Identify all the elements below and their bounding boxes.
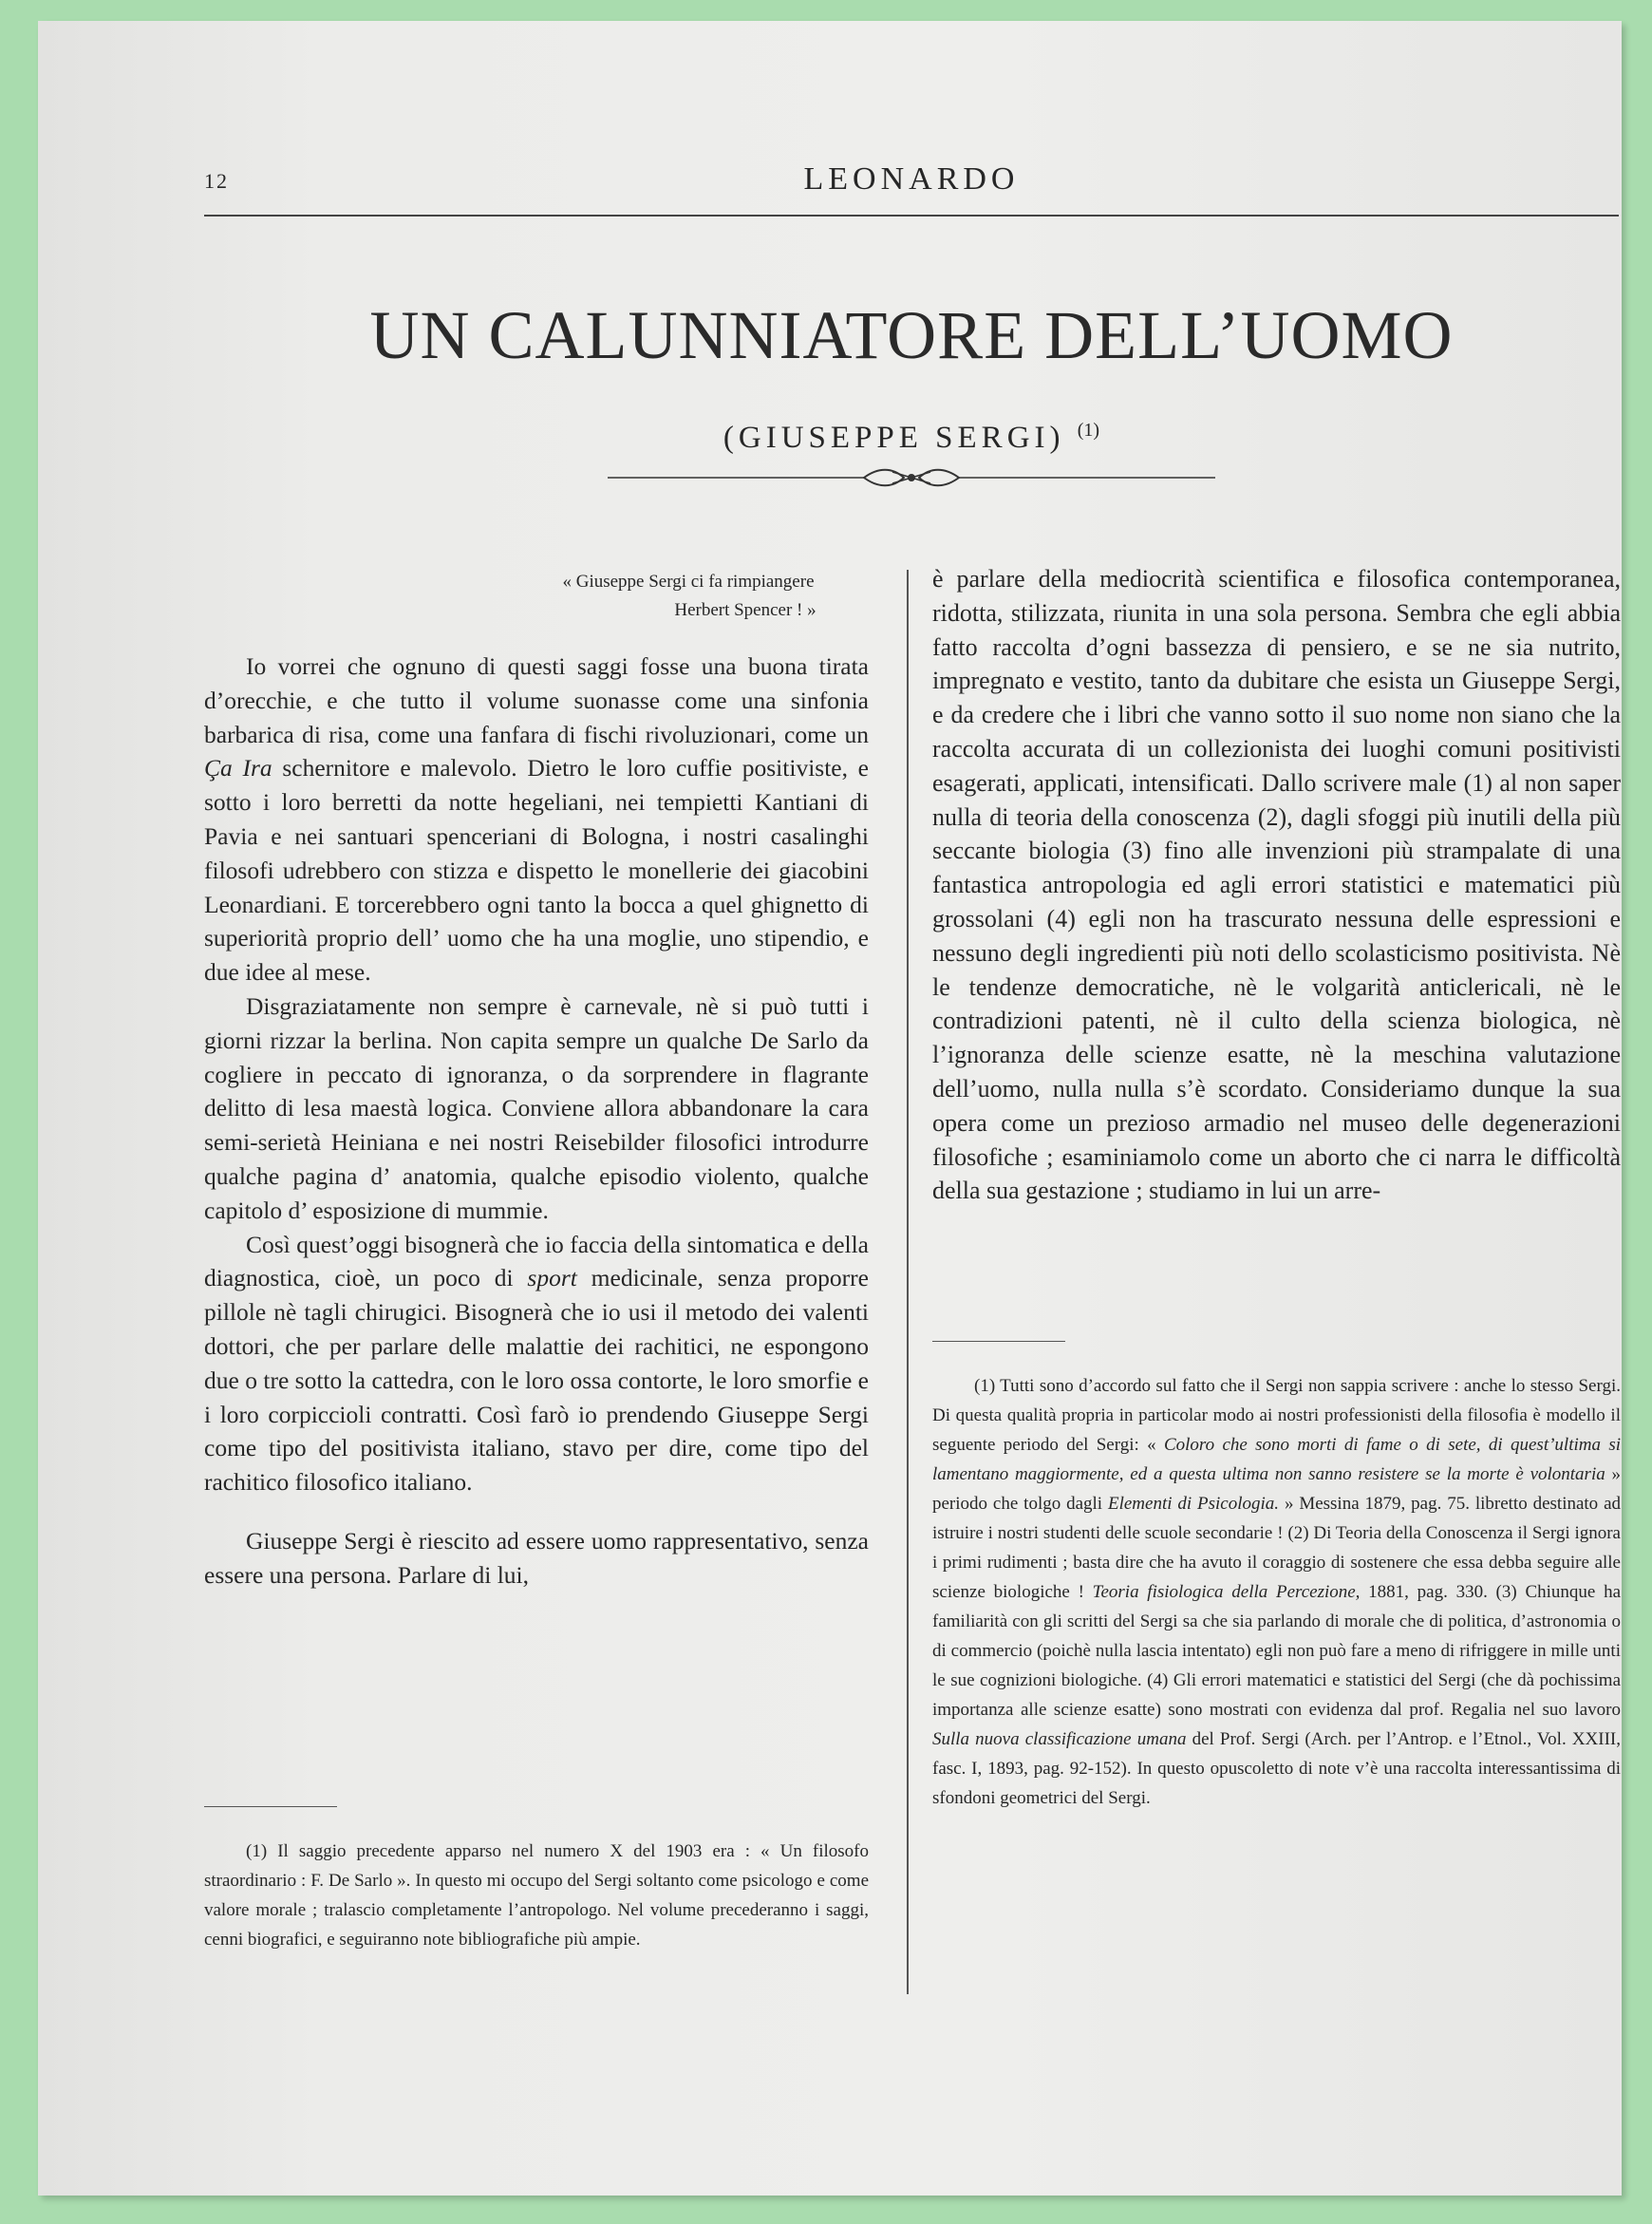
subtitle-text: (GIUSEPPE SERGI) xyxy=(723,421,1065,455)
italic-text: sport xyxy=(527,1264,577,1292)
footnote xyxy=(932,1371,1621,1813)
paragraph xyxy=(204,1228,869,1499)
paragraph-text: Io vorrei che ognuno di questi saggi fosse una buona tirata d’orecchie, e che tutto il volume suonasse come una sinfonia barbarica di risa, come una fanfara di fischi rivoluzionari, come un xyxy=(204,652,869,748)
epigraph-line: « Giuseppe Sergi ci fa rimpiangere xyxy=(562,572,815,592)
footnote-text: » periodo che tolgo dagli xyxy=(932,1464,1622,1514)
journal-page xyxy=(38,21,1622,2196)
header-rule xyxy=(204,215,1619,217)
page-number: 12 xyxy=(204,169,229,193)
right-column xyxy=(932,562,1621,1208)
footnote-text: 1881, pag. 330. (3) Chiunque ha familiarità con gli scritti del Sergi sa che sia parlando di morale che di politica, d’astronomia o di commercio (poichè nulla lascia intentato) egli non può fare a meno di rifriggere in mille unti le sue cognizioni biologiche. (4) Gli errori matematici e statistici del Sergi (che dà pochissima importanza alle scienze esatte) sono mostrati con evidenza dal prof. Regalia nel suo lavoro xyxy=(932,1582,1621,1720)
footnotes-left xyxy=(204,1837,869,1954)
subtitle-note-ref: (1) xyxy=(1077,420,1100,441)
paragraph-text: schernitore e malevolo. Dietro le loro cuffie positiviste, e sotto i loro berretti da notte hegeliani, nei tempietti Kantiani di Pavia e nei santuari spenceriani di Bologna, i nostri casalinghi filosofi udrebbero con stizza e dispetto le monellerie dei giacobini Leonardiani. E torcerebbero ogni tanto la bocca a quel ghignetto di superiorità proprio dell’ uomo che ha una moglie, uno stipendio, e due idee al mese. xyxy=(204,754,869,987)
ornament-divider-icon xyxy=(608,463,1215,492)
article-subtitle xyxy=(204,420,1619,456)
footnote-text: (1) Tutti sono d’accordo sul fatto che il Sergi non sappia scrivere : anche lo stesso Sergi. Di questa qualità propria in particolar modo ai nostri professionisti della filosofia è modello il seguente periodo del Sergi: « xyxy=(932,1376,1621,1455)
paragraph xyxy=(204,650,869,989)
paragraph-text: Così quest’oggi bisognerà che io faccia della sintomatica e della diagnostica, cioè, un poco di xyxy=(204,1230,869,1292)
footnote-text: del Prof. Sergi (Arch. per l’Antrop. e l’Etnol., Vol. XXIII, fasc. I, 1893, pag. 92-152). In questo opuscoletto di note v’è una raccolta interessantissima di sfondoni geometrici del Sergi. xyxy=(932,1729,1621,1808)
footnote-text: » Messina 1879, pag. 75. libretto destinato ad istruire i nostri studenti delle scuole secondarie ! (2) Di Teoria della Conoscenza il Sergi ignora i primi rudimenti ; basta dire che ha avuto il coraggio di sostenere che essa debba seguire alle scienze biologiche ! xyxy=(932,1494,1621,1602)
footnote-rule xyxy=(932,1341,1065,1342)
paragraph: Disgraziatamente non sempre è carnevale, nè si può tutti i giorni rizzar la berlina. Non capita sempre un qualche De Sarlo da cogliere in peccato di ignoranza, o da sorprendere in flagrante delitto di lesa maestà logica. Conviene allora abbandonare la cara semi-serietà Heiniana e nei nostri Reisebilder filosofici introdurre qualche pagina d’ anatomia, qualche episodio violento, qualche capitolo d’ esposizione di mummie. xyxy=(204,991,869,1224)
epigraph xyxy=(503,568,873,625)
journal-title: LEONARDO xyxy=(803,161,1020,197)
paragraph: Giuseppe Sergi è riescito ad essere uomo rappresentativo, senza essere una persona. Parlare di lui, xyxy=(204,1526,869,1589)
footnote-book-title: Elementi di Psicologia. xyxy=(1107,1494,1280,1514)
footnote-quote: Coloro che sono morti di fame o di sete, di quest’ultima si lamentano maggiormente, ed a questa ultima non sanno resistere se la morte è volontaria xyxy=(932,1435,1622,1484)
footnote-book-title: Sulla nuova classificazione umana xyxy=(932,1729,1187,1749)
footnote-book-title: Teoria fisiologica della Percezione, xyxy=(1092,1582,1361,1602)
left-column xyxy=(204,650,869,1593)
epigraph-attribution: Herbert Spencer ! » xyxy=(674,600,817,620)
article-title: UN CALUNNIATORE DELL’UOMO xyxy=(369,297,1454,373)
footnote: (1) Il saggio precedente apparso nel numero X del 1903 era : « Un filosofo straordinario : F. De Sarlo ». In questo mi occupo del Sergi soltanto come psicologo e come valore morale ; tralascio completamente l’antropologo. Nel volume precederanno i saggi, cenni biografici, e seguiranno note bibliografiche più ampie. xyxy=(204,1841,869,1950)
paragraph-text: medicinale, senza proporre pillole nè tagli chirugici. Bisognerà che io usi il metodo dei valenti dottori, che per parlare delle malattie dei rachitici, ne espongono due o tre sotto la cattedra, con le loro ossa contorte, le loro smorfie e i loro corpiccioli contratti. Così farò io prendendo Giuseppe Sergi come tipo del positivista italiano, stavo per dire, come tipo del rachitico filosofico italiano. xyxy=(204,1264,869,1497)
paragraph: è parlare della mediocrità scientifica e filosofica contemporanea, ridotta, stilizzata, riunita in una sola persona. Sembra che egli abbia fatto raccolta d’ogni bassezza di pensiero, e se ne sia nutrito, impregnato e vestito, tanto da dubitare che esista un Giuseppe Sergi, e da credere che i libri che vanno sotto il suo nome non siano che la raccolta accurata di un collezionista dei luoghi comuni positivisti esagerati, applicati, intensificati. Dallo scrivere male (1) al non saper nulla di teoria della conoscenza (2), dagli sfoggi più inutili della più seccante biologia (3) fino alle invenzioni più strampalate di una fantastica antropologia ed agli errori statistici e matematici più grossolani (4) egli non ha trascurato nessuna delle espressioni e nessuno degli ingredienti più noti dello scolasticismo positivista. Nè le tendenze democratiche, nè le volgarità anticlericali, nè le contradizioni patenti, nè il culto della scienza biologica, nè l’ignoranza delle scienze esatte, nè la meschina valutazione dell’uomo, nulla nulla s’è scordato. Consideriamo dunque la sua opera come un prezioso armadio nel museo delle degenerazioni filosofiche ; esaminiamolo come un aborto che ci narra le difficoltà della sua gestazione ; studiamo in lui un arre- xyxy=(932,565,1621,1205)
running-head xyxy=(204,144,1619,211)
column-divider xyxy=(907,570,909,1994)
footnotes-right xyxy=(932,1371,1621,1813)
footnote-rule xyxy=(204,1806,337,1807)
italic-text: Ça Ira xyxy=(204,754,272,782)
